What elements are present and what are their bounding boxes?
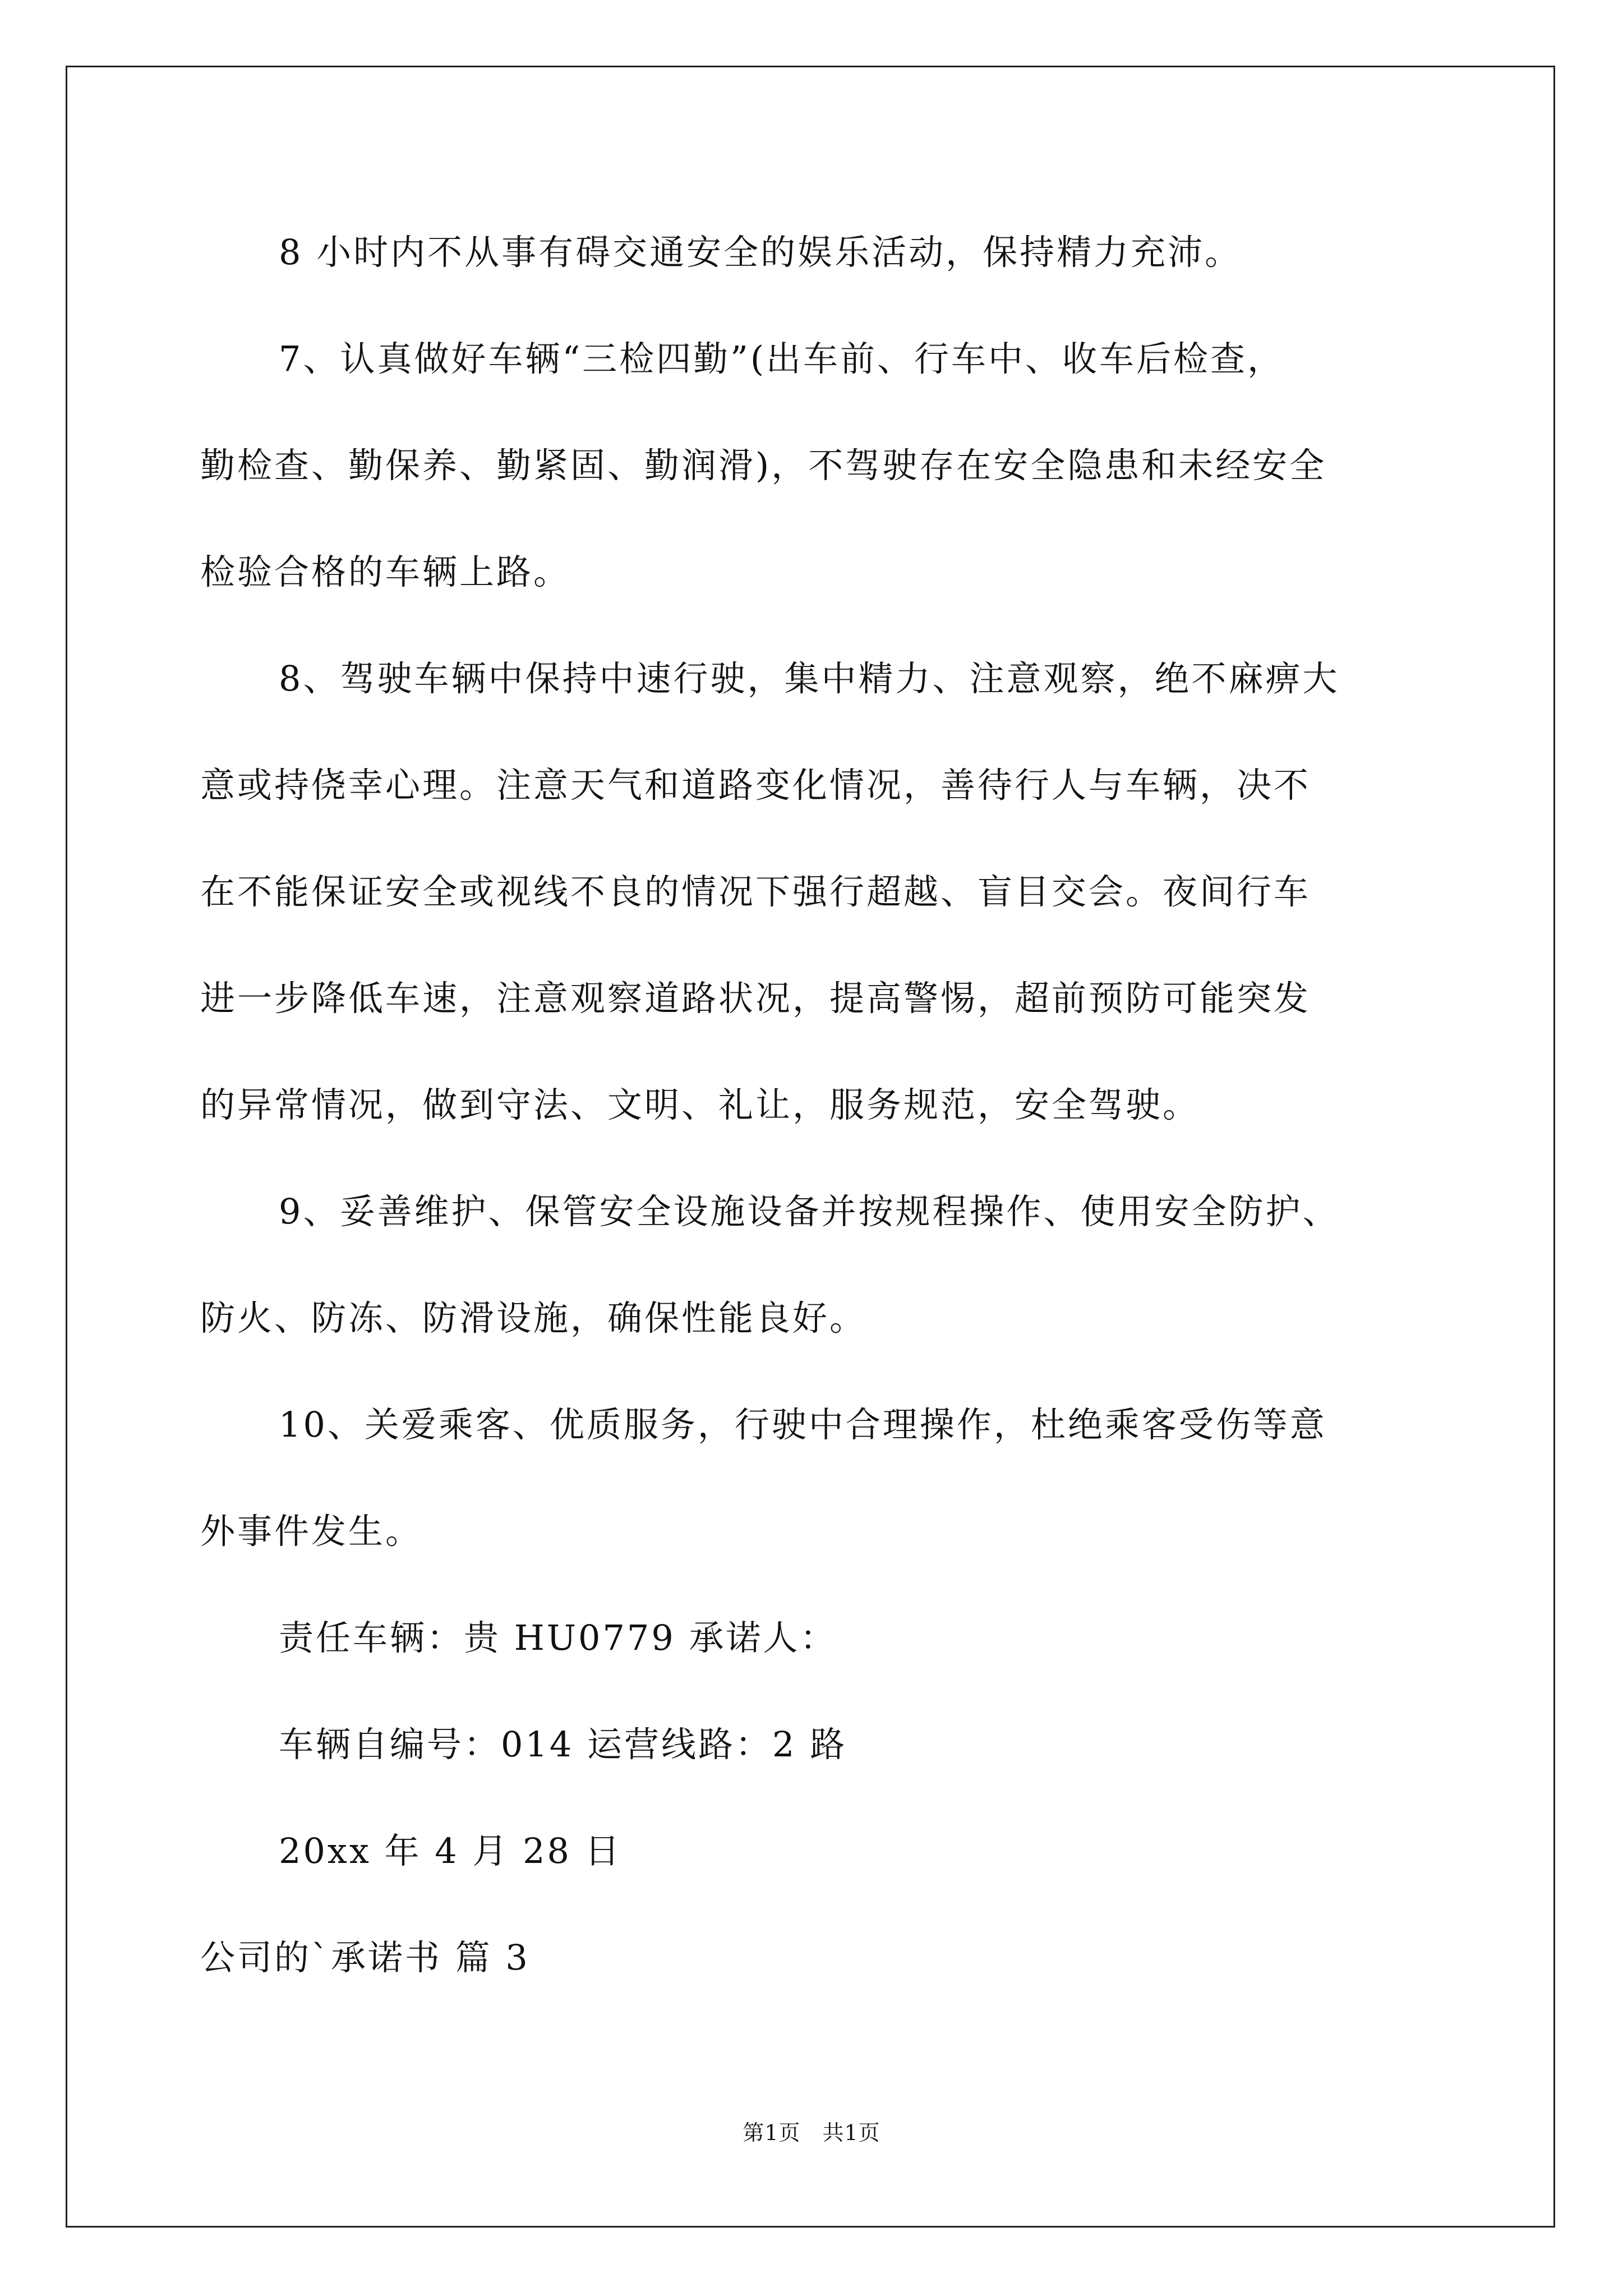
text-line-3: 勤检查、勤保养、勤紧固、勤润滑)，不驾驶存在安全隐患和未经安全: [200, 445, 1327, 486]
text-line-6: 意或持侥幸心理。注意天气和道路变化情况，善待行人与车辆，决不: [200, 765, 1311, 806]
text-line-2: 7、认真做好车辆“三检四勤”(出车前、行车中、收车后检查，: [279, 338, 1285, 379]
section-heading: 公司的`承诺书 篇 3: [200, 1937, 530, 1978]
text-line-4: 检验合格的车辆上路。: [200, 551, 571, 592]
date-line: 20xx 年 4 月 28 日: [279, 1830, 622, 1871]
text-line-13: 外事件发生。: [200, 1511, 423, 1552]
text-line-1: 8 小时内不从事有碍交通安全的娱乐活动，保持精力充沛。: [279, 232, 1242, 273]
text-line-12: 10、关爱乘客、优质服务，行驶中合理操作，杜绝乘客受伤等意: [279, 1404, 1327, 1445]
text-line-9: 的异常情况，做到守法、文明、礼让，服务规范，安全驾驶。: [200, 1084, 1200, 1125]
text-line-11: 防火、防冻、防滑设施，确保性能良好。: [200, 1297, 867, 1338]
text-line-7: 在不能保证安全或视线不良的情况下强行超越、盲目交会。夜间行车: [200, 871, 1311, 912]
vehicle-number-line: 车辆自编号：014 运营线路：2 路: [279, 1724, 847, 1765]
text-line-8: 进一步降低车速，注意观察道路状况，提高警惕，超前预防可能突发: [200, 978, 1311, 1019]
text-line-10: 9、妥善维护、保管安全设施设备并按规程操作、使用安全防护、: [279, 1191, 1340, 1232]
responsible-vehicle-line: 责任车辆：贵 HU0779 承诺人：: [279, 1617, 837, 1658]
text-line-5: 8、驾驶车辆中保持中速行驶，集中精力、注意观察，绝不麻痹大: [279, 658, 1340, 699]
page-number-footer: 第1页 共1页: [743, 2120, 880, 2145]
page-border: [66, 66, 1555, 2228]
